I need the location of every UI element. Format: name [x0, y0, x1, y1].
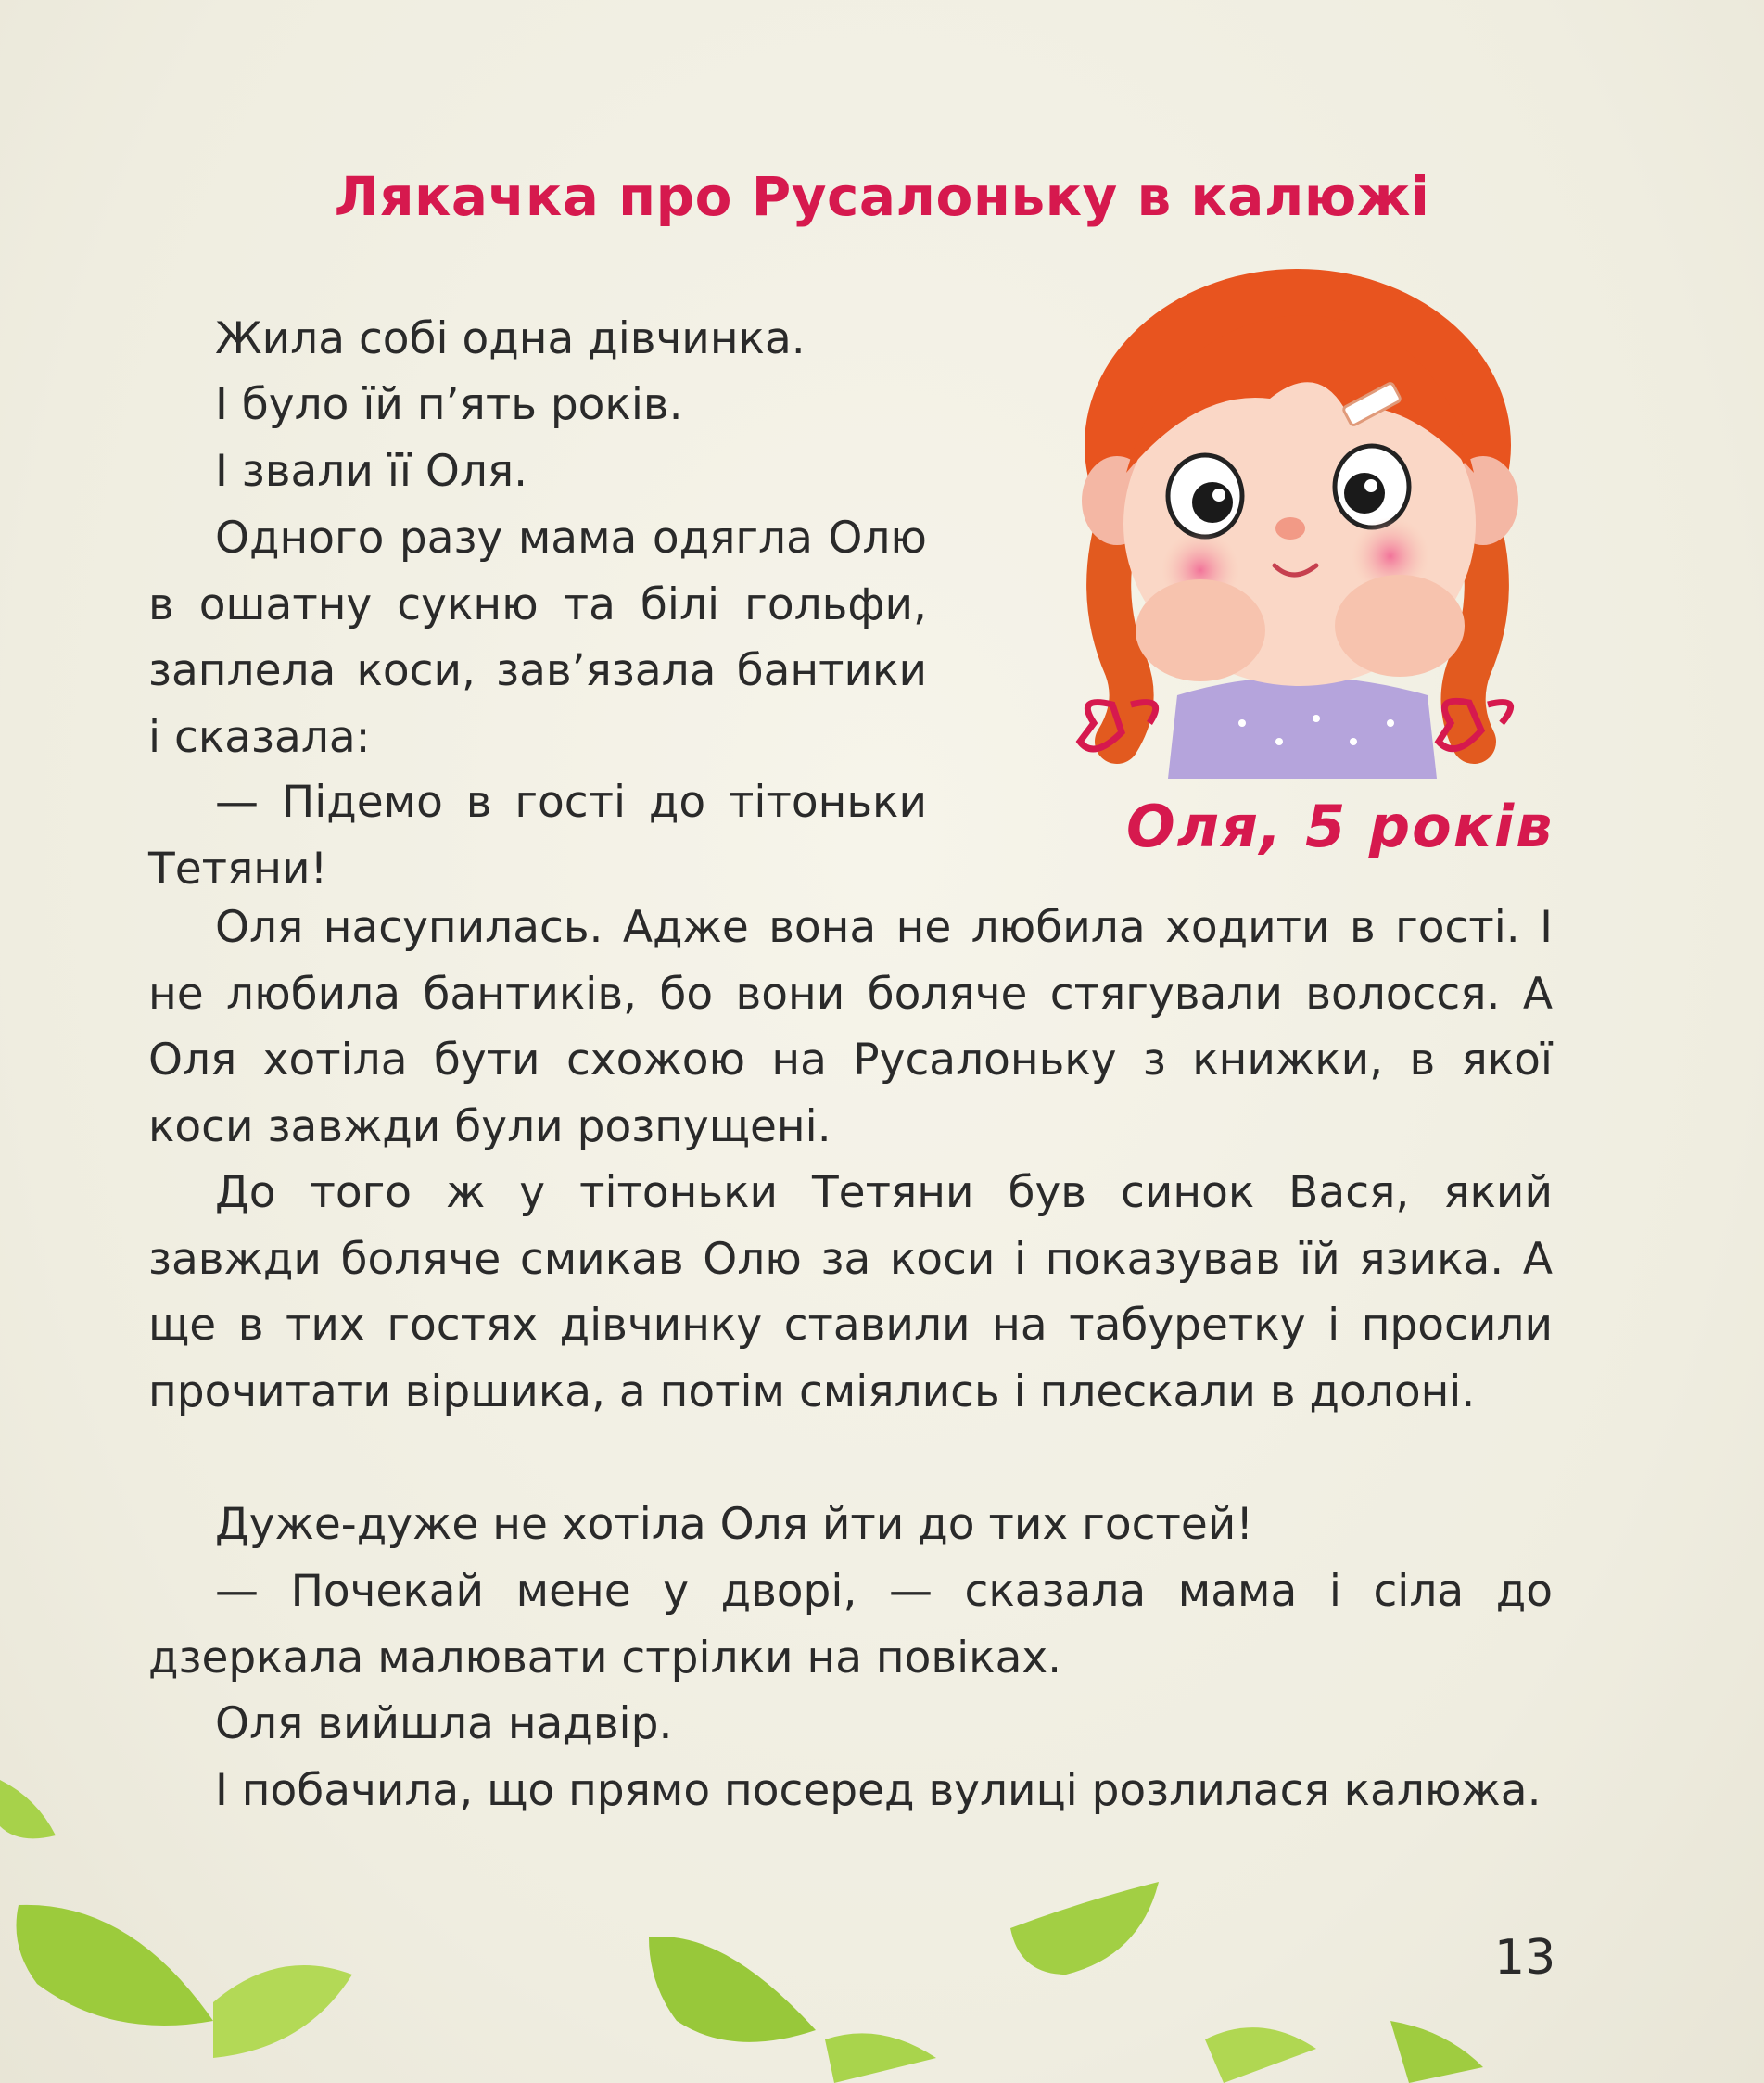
paragraph: Одного разу мама одягла Олю в ошатну сукню та білі гольфи, заплела коси, зав’язала бантики і сказала:	[148, 513, 927, 763]
paragraph: — Почекай мене у дворі, — сказала мама і сіла до дзеркала малювати стрілки на повіках.	[148, 1566, 1553, 1683]
paragraph: — Підемо в гості до тітоньки Тетяни!	[148, 777, 927, 895]
paragraph: Дуже-дуже не хотіла Оля йти до тих гостей!	[215, 1499, 1254, 1550]
paragraph: Оля насупилась. Адже вона не любила ходити в гості. І не любила бантиків, бо вони боляче стягували волосся. А Оля хотіла бути схожою на Русалоньку з книжки, в якої коси завжди були розпущені.	[148, 902, 1553, 1152]
illustration-caption: Оля, 5 років	[1126, 793, 1555, 860]
paragraph: І було їй п’ять років.	[215, 379, 683, 430]
paragraph: До того ж у тітоньки Тетяни був синок Вася, який завжди боляче смикав Олю за коси і показував їй язика. А ще в тих гостях дівчинку ставили на табуретку і просили прочитати віршика, а потім сміялись і плескали в долоні.	[148, 1167, 1553, 1417]
page-number: 13	[1494, 1930, 1556, 1986]
paragraph: І звали її Оля.	[215, 446, 528, 497]
paragraph: Жила собі одна дівчинка.	[215, 313, 806, 364]
story-title: Лякачка про Русалоньку в калюжі	[334, 165, 1430, 228]
leaves-decoration	[0, 1743, 1764, 2083]
girl-illustration	[1038, 260, 1557, 779]
paragraph: Оля вийшла надвір.	[215, 1698, 673, 1749]
paragraph: І побачила, що прямо посеред вулиці розлилася калюжа.	[215, 1765, 1542, 1816]
